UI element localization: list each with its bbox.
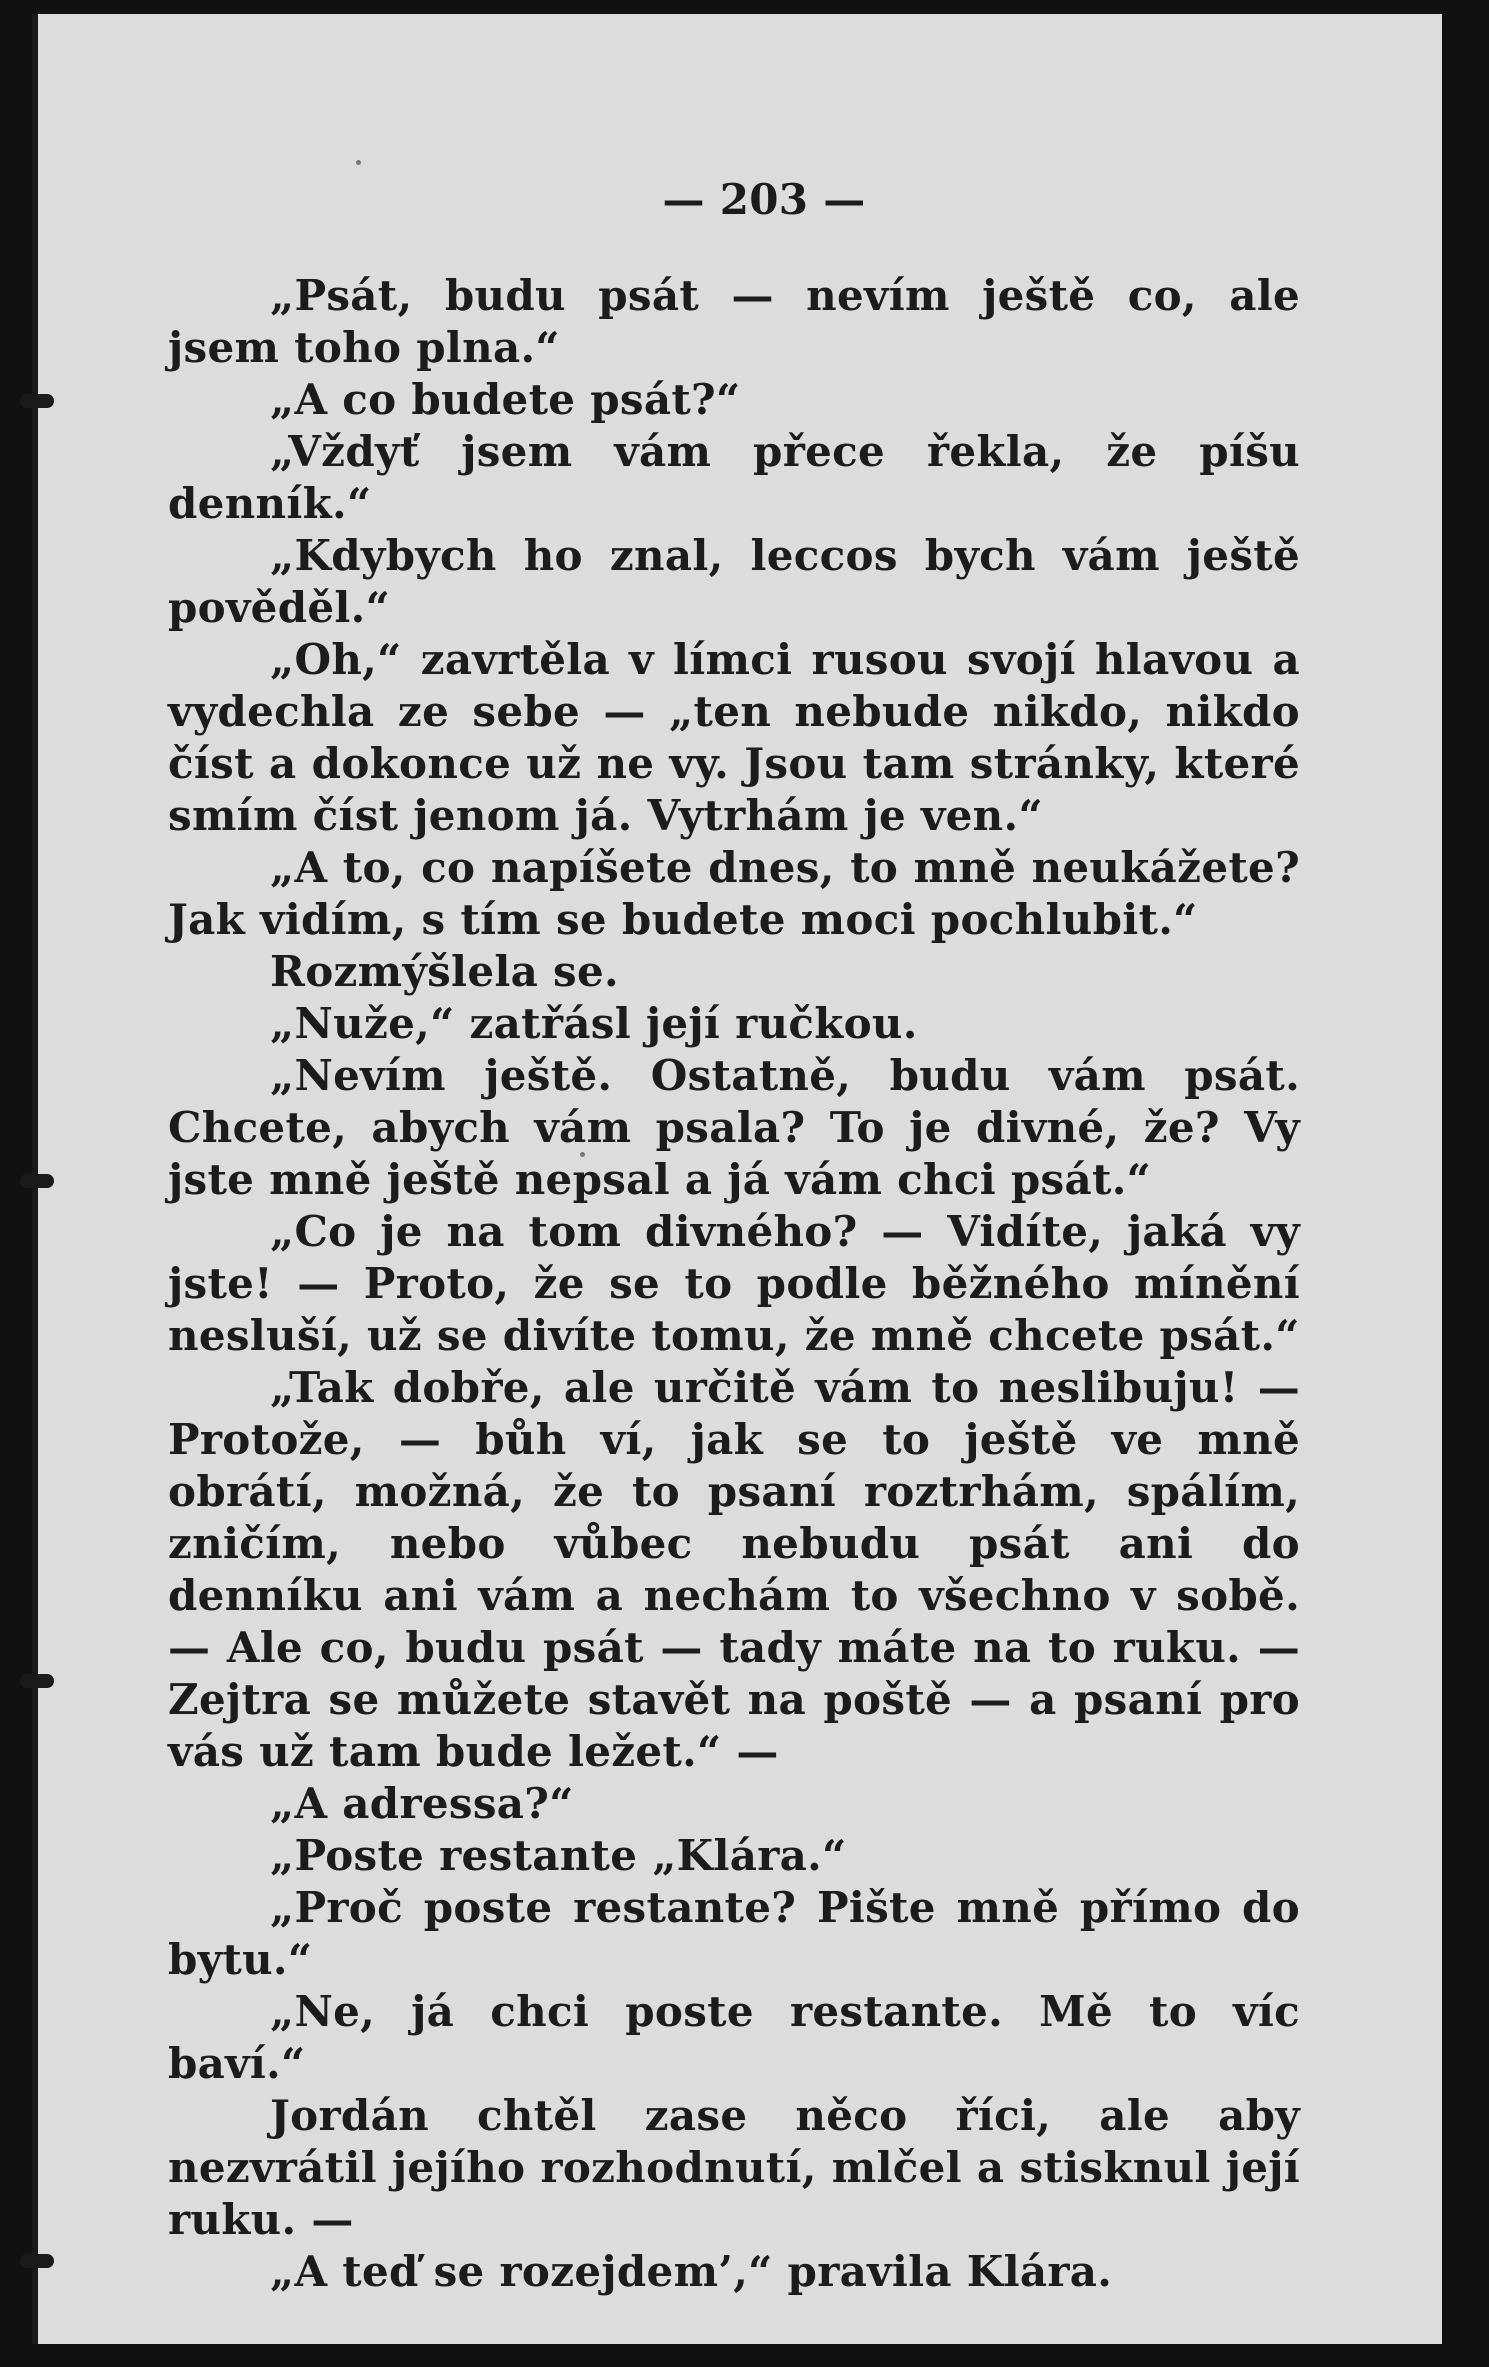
- paragraph: „Oh,“ zavrtěla v límci rusou svojí hlavou a vydechla ze sebe — „ten nebude nikdo, nikdo číst a dokonce už ne vy. Jsou tam stránky, které smím číst jenom já. Vytrhám je ven.“: [168, 635, 1300, 840]
- paragraph: „Ne, já chci poste restante. Mě to víc baví.“: [168, 1987, 1300, 2088]
- binding-mark: [20, 394, 54, 408]
- paragraph: „Kdybych ho znal, leccos bych vám ještě pověděl.“: [168, 531, 1300, 632]
- paragraph: Rozmýšlela se.: [270, 947, 619, 996]
- page-number: — 203 —: [662, 175, 866, 224]
- page-text: [168, 174, 1300, 2298]
- paragraph: „Proč poste restante? Pište mně přímo do bytu.“: [168, 1883, 1300, 1984]
- binding-mark: [20, 2254, 54, 2268]
- print-speck: [356, 160, 361, 165]
- paragraph: Jordán chtěl zase něco říci, ale aby nezvrátil jejího rozhodnutí, mlčel a stisknul její ruku. —: [168, 2091, 1300, 2244]
- book-page: [32, 14, 1442, 2344]
- binding-mark: [20, 1674, 54, 1688]
- binding-mark: [20, 1174, 54, 1188]
- paragraph: „Vždyť jsem vám přece řekla, že píšu denník.“: [168, 427, 1300, 528]
- paragraph: „A adressa?“: [270, 1779, 574, 1828]
- paragraph: „Co je na tom divného? — Vidíte, jaká vy jste! — Proto, že se to podle běžného mínění nesluší, už se divíte tomu, že mně chcete psát.“: [168, 1207, 1300, 1360]
- paragraph: „Nevím ještě. Ostatně, budu vám psát. Chcete, abych vám psala? To je divné, že? Vy jste mně ještě nepsal a já vám chci psát.“: [168, 1051, 1300, 1204]
- paragraph: „A teď se rozejdem’,“ pravila Klára.: [270, 2247, 1113, 2296]
- paragraph: „Psát, budu psát — nevím ještě co, ale jsem toho plna.“: [168, 271, 1300, 372]
- paragraph: „Poste restante „Klára.“: [270, 1831, 847, 1880]
- paragraph: „Nuže,“ zatřásl její ručkou.: [270, 999, 918, 1048]
- paragraph: „A to, co napíšete dnes, to mně neukážete? Jak vidím, s tím se budete moci pochlubit.“: [168, 843, 1300, 944]
- paragraph: „Tak dobře, ale určitě vám to neslibuju! — Protože, — bůh ví, jak se to ještě ve mně obrátí, možná, že to psaní roztrhám, spálím, zničím, nebo vůbec nebudu psát ani do denníku ani vám a nechám to všechno v sobě. — Ale co, budu psát — tady máte na to ruku. — Zejtra se můžete stavět na poště — a psaní pro vás už tam bude ležet.“ —: [168, 1363, 1300, 1776]
- paragraph: „A co budete psát?“: [270, 375, 741, 424]
